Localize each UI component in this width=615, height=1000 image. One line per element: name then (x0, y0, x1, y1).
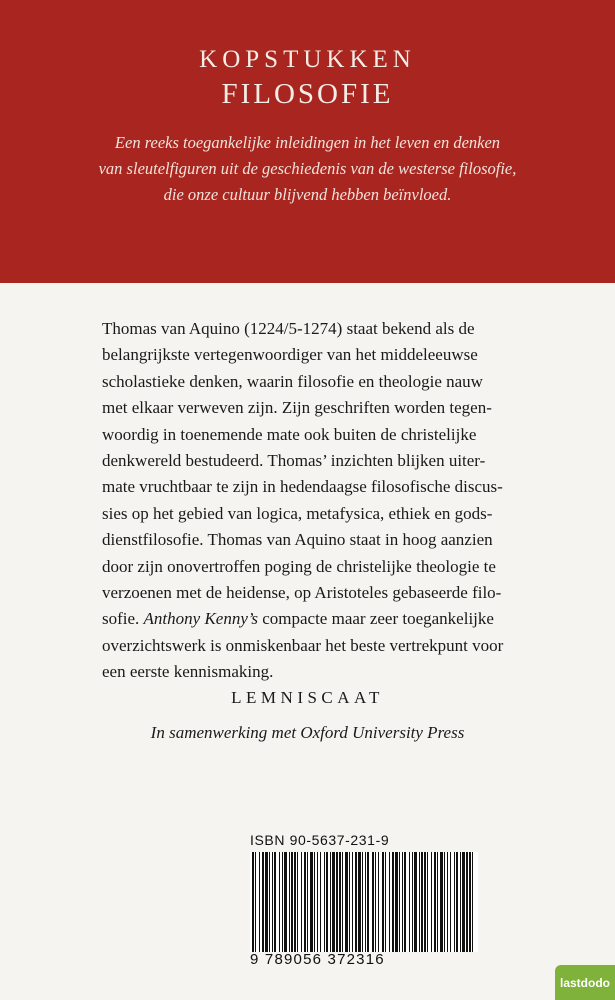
barcode (250, 852, 478, 952)
publisher-name: LEMNISCAAT (231, 688, 384, 707)
series-description-line: die onze cultuur blijvend hebben beïnvloed. (163, 185, 452, 204)
blurb-line: door zijn onovertroffen poging de christelijke theologie te (102, 556, 496, 576)
isbn-label: ISBN 90-5637-231-9 (250, 832, 390, 848)
blurb-line: mate vruchtbaar te zijn in hedendaagse filosofische discus- (102, 477, 503, 497)
blurb-line-suffix: compacte maar zeer toegankelijke (257, 609, 494, 629)
blurb-line: overzichtswerk is onmiskenbaar het beste vertrekpunt voor (102, 635, 504, 655)
blurb-line: scholastieke denken, waarin filosofie en theologie nauw (102, 371, 483, 391)
blurb-line: een eerste kennismaking. (102, 662, 274, 682)
series-header (0, 0, 615, 283)
blurb-line (102, 606, 512, 632)
logo-text: lastdodo (560, 975, 610, 990)
author-name: Anthony Kenny’s (143, 609, 258, 629)
series-description-line: Een reeks toegankelijke inleidingen in het leven en denken (114, 133, 501, 152)
blurb-line: belangrijkste vertegenwoordiger van het middeleeuwse (102, 345, 478, 365)
barcode-digits: 9 789056 372316 (250, 951, 385, 968)
blurb-line: dienstfilosofie. Thomas van Aquino staat in hoog aanzien (102, 530, 493, 550)
series-title-line1: KOPSTUKKEN (199, 46, 416, 73)
blurb-line: sies op het gebied van logica, metafysica, ethiek en gods- (102, 503, 493, 523)
lastdodo-logo (555, 965, 615, 1000)
blurb-line: met elkaar verweven zijn. Zijn geschriften worden tegen- (102, 398, 492, 418)
series-title-line2: FILOSOFIE (221, 78, 394, 110)
series-description (70, 130, 545, 208)
blurb-line: Thomas van Aquino (1224/5-1274) staat bekend als de (102, 319, 475, 338)
blurb-line: verzoenen met de heidense, op Aristoteles gebaseerde filo- (102, 583, 502, 603)
cooperation-note: In samenwerking met Oxford University Press (150, 723, 465, 742)
blurb-line-prefix: sofie. (102, 609, 144, 629)
blurb-line: denkwereld bestudeerd. Thomas’ inzichten blijken uiter- (102, 451, 486, 471)
blurb-text (102, 316, 512, 686)
blurb-line: woordig in toenemende mate ook buiten de christelijke (102, 424, 477, 444)
series-description-line: van sleutelfiguren uit de geschiedenis van de westerse filosofie, (98, 159, 517, 178)
